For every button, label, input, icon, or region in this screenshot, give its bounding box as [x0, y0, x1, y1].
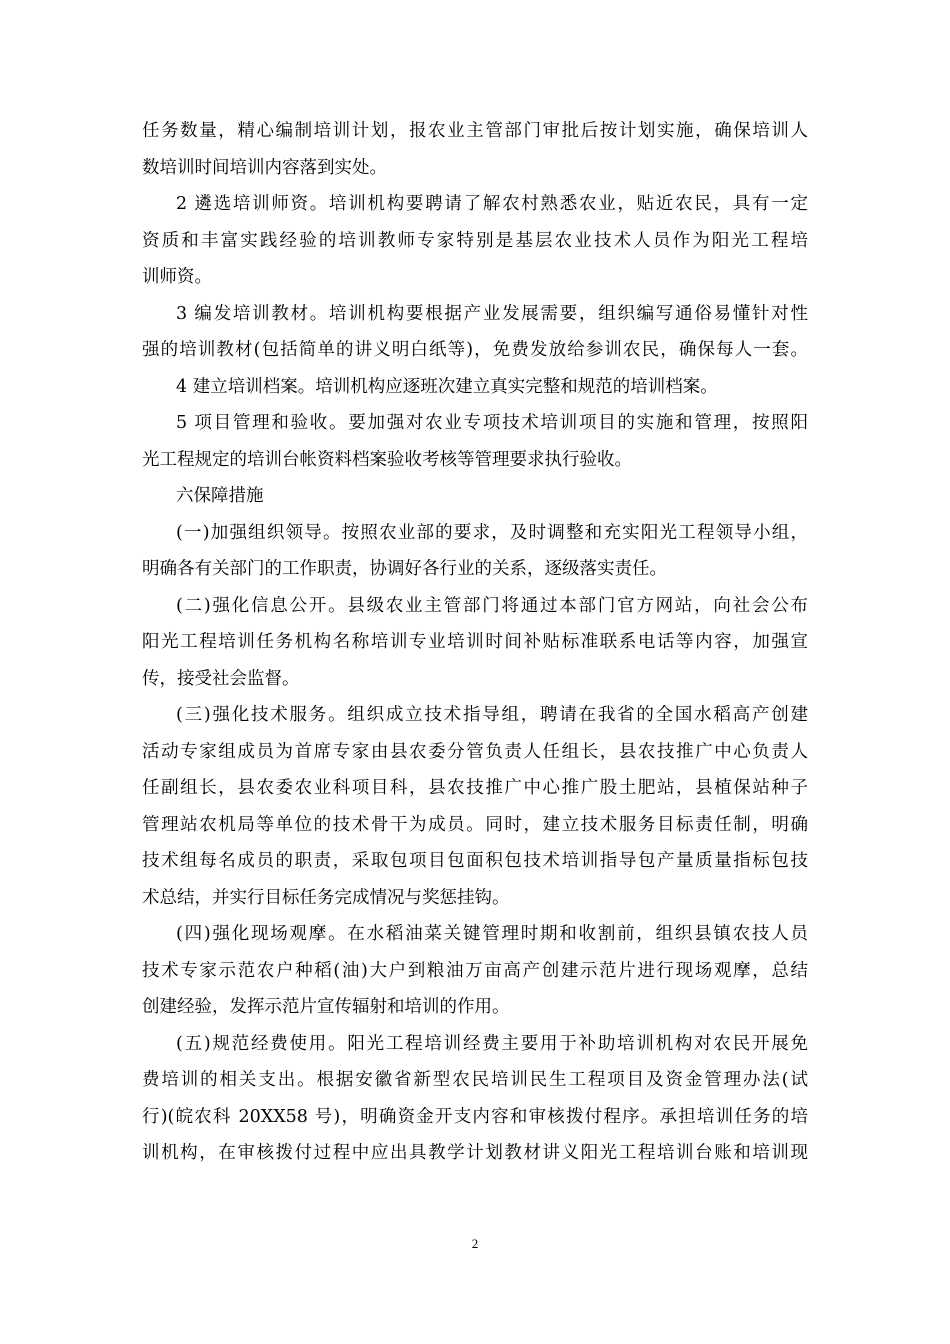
text-line: 光工程规定的培训台帐资料档案验收考核等管理要求执行验收。 [142, 449, 632, 470]
text-line: 活动专家组成员为首席专家由县农委分管负责人任组长，县农技推广中心负责人 [142, 741, 808, 762]
text-line: 任副组长，县农委农业科项目科，县农技推广中心推广股土肥站，县植保站种子 [142, 778, 808, 798]
text-line: 技术组每名成员的职责，采取包项目包面积包技术培训指导包产量质量指标包技 [142, 851, 808, 871]
text-line: (一)加强组织领导。按照农业部的要求，及时调整和充实阳光工程领导小组， [176, 522, 808, 543]
text-line: 管理站农机局等单位的技术骨干为成员。同时，建立技术服务目标责任制，明确 [142, 814, 808, 835]
text-line: 技术专家示范农户种稻(油)大户到粮油万亩高产创建示范片进行现场观摩，总结 [142, 960, 808, 981]
text-line: 创建经验，发挥示范片宣传辐射和培训的作用。 [142, 997, 510, 1017]
text-line: (三)强化技术服务。组织成立技术指导组，聘请在我省的全国水稻高产创建 [176, 705, 808, 725]
document-body [142, 113, 808, 1172]
text-line: 5 项目管理和验收。要加强对农业专项技术培训项目的实施和管理，按照阳 [176, 413, 808, 433]
text-line: 任务数量，精心编制培训计划，报农业主管部门审批后按计划实施，确保培训人 [142, 121, 808, 141]
page-number: 2 [471, 1236, 479, 1251]
text-line: 4 建立培训档案。培训机构应逐班次建立真实完整和规范的培训档案。 [176, 376, 718, 397]
text-line: 传，接受社会监督。 [142, 668, 300, 689]
text-line: 术总结，并实行目标任务完成情况与奖惩挂钩。 [142, 887, 510, 908]
text-line: 2 遴选培训师资。培训机构要聘请了解农村熟悉农业，贴近农民，具有一定 [176, 194, 808, 214]
text-line: 阳光工程培训任务机构名称培训专业培训时间补贴标准联系电话等内容，加强宣 [142, 632, 808, 652]
text-line: 明确各有关部门的工作职责，协调好各行业的关系，逐级落实责任。 [142, 559, 667, 579]
text-line: (五)规范经费使用。阳光工程培训经费主要用于补助培训机构对农民开展免 [176, 1033, 808, 1054]
text-line: 行)(皖农科 20XX58 号)，明确资金开支内容和审核拨付程序。承担培训任务的培 [142, 1106, 808, 1127]
text-line: 数培训时间培训内容落到实处。 [142, 157, 387, 178]
text-line: 资质和丰富实践经验的培训教师专家特别是基层农业技术人员作为阳光工程培 [142, 230, 808, 251]
text-line: 训师资。 [142, 267, 212, 287]
section-heading: 六保障措施 [176, 486, 264, 506]
text-line: 训机构，在审核拨付过程中应出具教学计划教材讲义阳光工程培训台账和培训现 [142, 1143, 808, 1163]
text-line: (二)强化信息公开。县级农业主管部门将通过本部门官方网站，向社会公布 [176, 595, 808, 616]
text-line: 3 编发培训教材。培训机构要根据产业发展需要，组织编写通俗易懂针对性 [176, 303, 808, 324]
text-line: 费培训的相关支出。根据安徽省新型农民培训民生工程项目及资金管理办法(试 [142, 1070, 808, 1090]
text-line: (四)强化现场观摩。在水稻油菜关键管理时期和收割前，组织县镇农技人员 [176, 924, 808, 944]
text-line: 强的培训教材(包括简单的讲义明白纸等)，免费发放给参训农民，确保每人一套。 [142, 340, 808, 360]
